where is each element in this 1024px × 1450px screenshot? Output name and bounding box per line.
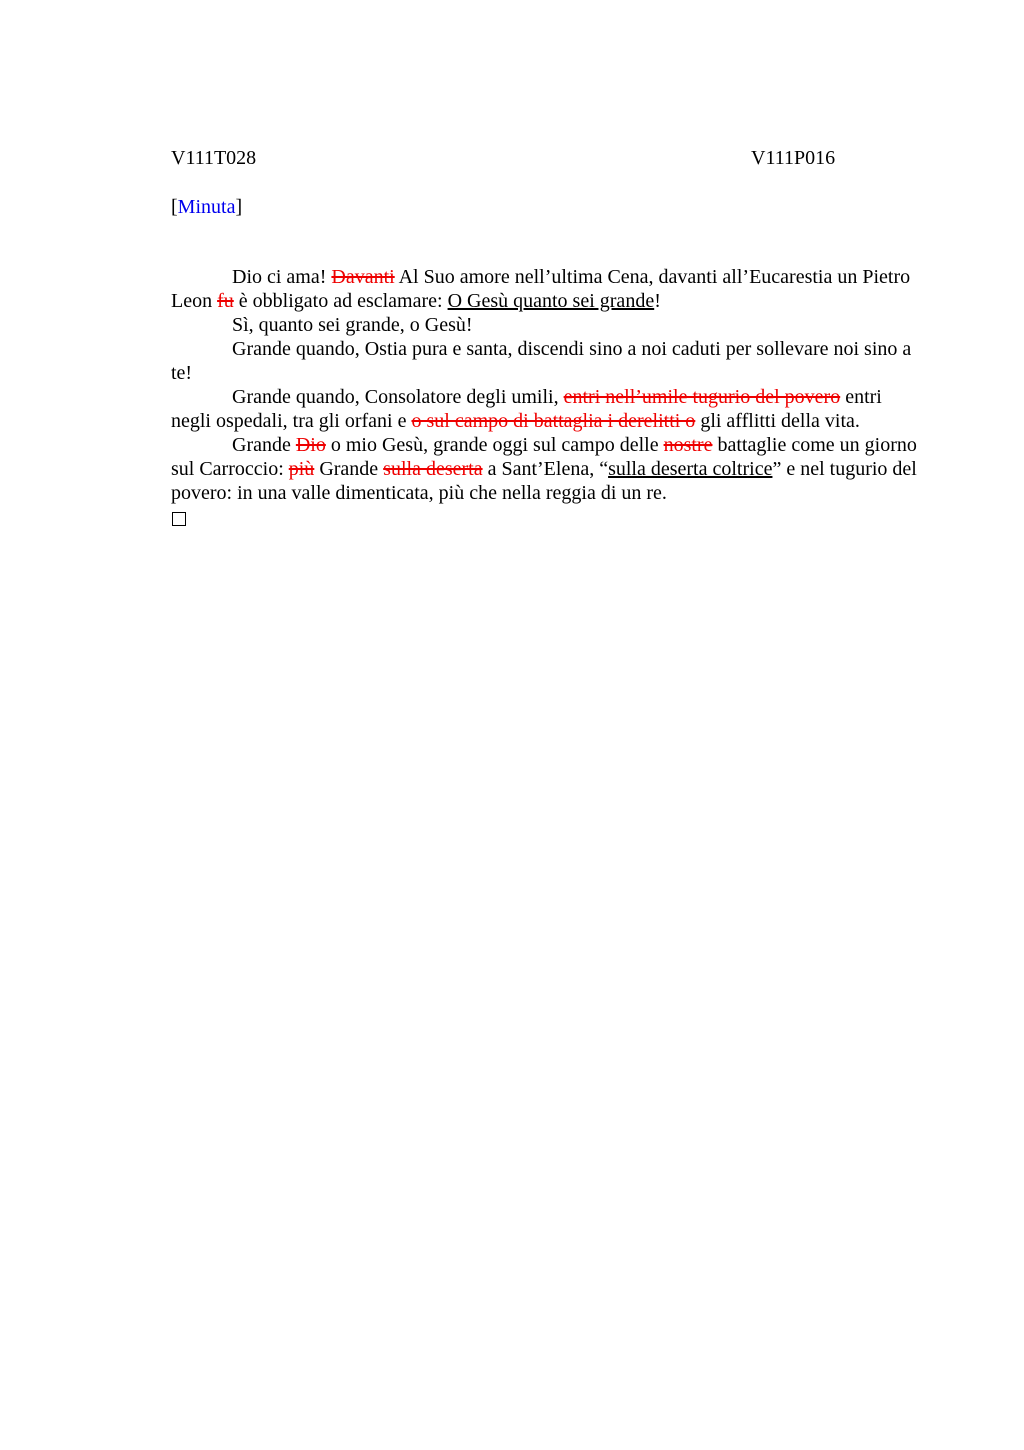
deleted-text: più	[288, 458, 315, 480]
deleted-text: nostre	[663, 434, 713, 456]
underlined-text: O Gesù quanto sei grande	[447, 290, 655, 312]
deleted-text: Dio	[295, 434, 326, 456]
body-paragraph	[171, 433, 923, 505]
text-segment: Grande quando, Consolatore degli umili,	[232, 386, 564, 408]
deleted-text: o sul campo di battaglia i derelitti o	[411, 410, 696, 432]
text-segment: entri negli ospedali, tra gli orfani e	[171, 386, 882, 432]
text-segment: battaglie come un giorno sul Carroccio:	[171, 434, 917, 480]
open-bracket: [	[171, 196, 178, 218]
text-segment: o mio Gesù, grande oggi sul campo delle	[325, 434, 664, 456]
text-segment: a Sant’Elena, “	[482, 458, 609, 480]
text-segment: Dio ci ama!	[232, 266, 332, 288]
empty-square-icon	[172, 512, 186, 526]
deleted-text: fu	[217, 290, 234, 312]
body-paragraph	[171, 265, 923, 313]
deleted-text: sulla deserta	[383, 458, 483, 480]
text-segment: Sì, quanto sei grande, o Gesù!	[232, 314, 473, 336]
page-code: V111P016	[751, 147, 836, 169]
close-bracket: ]	[235, 196, 243, 218]
document-type: Minuta	[177, 196, 236, 218]
text-segment: Grande	[314, 458, 384, 480]
body-paragraph	[171, 313, 923, 337]
text-segment: è obbligato ad esclamare:	[233, 290, 448, 312]
document-body	[171, 265, 923, 526]
text-segment: gli afflitti della vita.	[695, 410, 860, 432]
deleted-text: Davanti	[331, 266, 395, 288]
text-segment: Al Suo amore nell’ultima Cena, davanti all’Eucarestia un Pietro Leon	[171, 266, 911, 312]
document-type-label	[171, 195, 242, 219]
body-paragraph	[171, 385, 923, 433]
text-segment: !	[654, 290, 661, 312]
text-segment: ” e nel tugurio del povero: in una valle dimenticata, più che nella reggia di un re.	[171, 458, 917, 504]
deleted-text: entri nell’umile tugurio del povero	[563, 386, 841, 408]
paragraph-list	[171, 265, 923, 505]
body-paragraph	[171, 337, 923, 385]
document-code: V111T028	[171, 147, 257, 169]
underlined-text: sulla deserta coltrice	[608, 458, 773, 480]
text-segment: Grande	[232, 434, 296, 456]
text-segment: Grande quando, Ostia pura e santa, discendi sino a noi caduti per sollevare noi sino a te!	[171, 338, 912, 384]
